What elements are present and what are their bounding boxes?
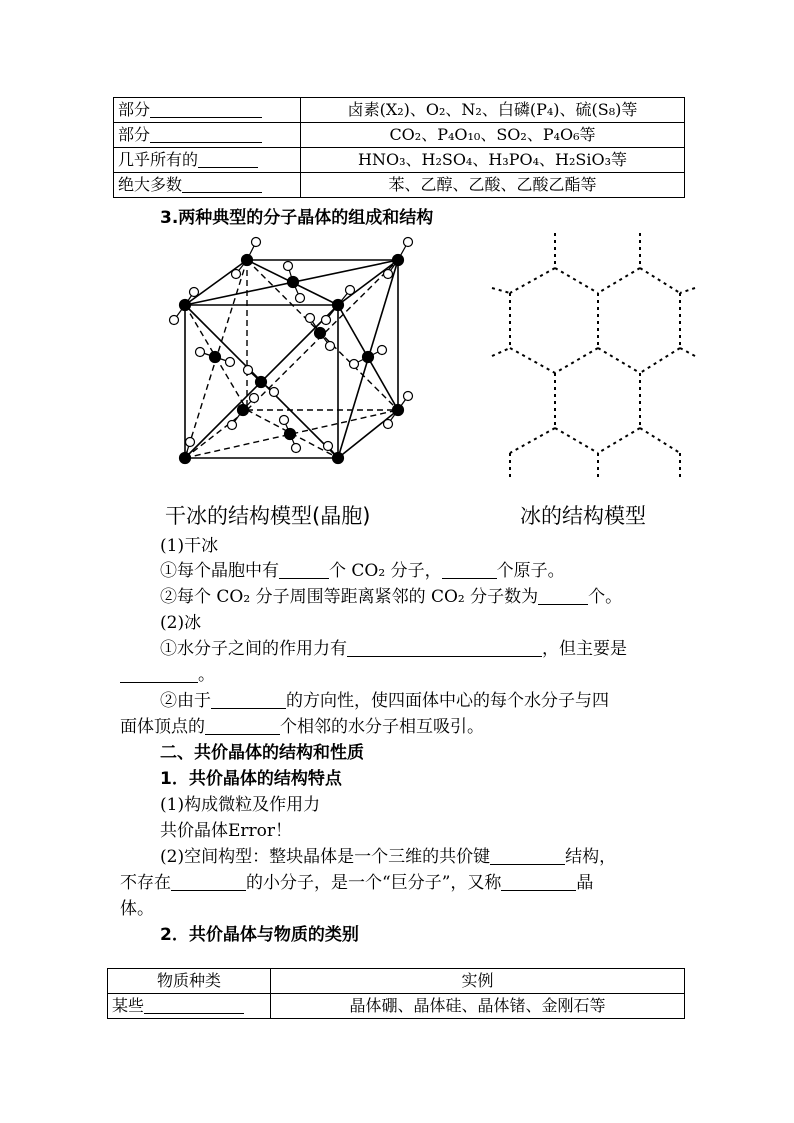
table-cell-label: 几乎所有的	[114, 148, 301, 173]
covalent-crystal-table	[107, 968, 685, 1019]
table-cell-examples: 卤素(X₂)、O₂、N₂、白磷(P₄)、硫(S₈)等	[301, 98, 685, 123]
dry-ice-cell-diagram	[160, 230, 430, 475]
table-cell-label: 部分	[114, 123, 301, 148]
section2-title: 二、共价晶体的结构和性质	[160, 743, 364, 763]
table-row	[114, 148, 685, 173]
ice-question-2-cont: 面体顶点的 个相邻的水分子相互吸引。	[120, 717, 484, 737]
ice-caption: 冰的结构模型	[520, 504, 646, 528]
table-cell-label: 部分	[114, 98, 301, 123]
ice-question-1: ①水分子之间的作用力有 ，但主要是	[160, 639, 627, 659]
table-row	[108, 994, 685, 1019]
molecular-crystal-table	[113, 97, 685, 198]
table-row	[114, 173, 685, 198]
ice-question-1-cont: 。	[120, 664, 215, 686]
dry-ice-heading: (1)干冰	[160, 536, 219, 556]
table-row	[114, 98, 685, 123]
section2-sub1: 1．共价晶体的结构特点	[160, 769, 342, 789]
dry-ice-question-2: ②每个 CO₂ 分子周围等距离紧邻的 CO₂ 分子数为 个。	[160, 587, 623, 607]
ice-heading: (2)冰	[160, 613, 202, 633]
table-cell-label: 某些	[108, 994, 271, 1019]
table-cell-examples: CO₂、P₄O₁₀、SO₂、P₄O₆等	[301, 123, 685, 148]
table-cell-examples: HNO₃、H₂SO₄、H₃PO₄、H₂SiO₃等	[301, 148, 685, 173]
section2-p2: 共价晶体Error！	[160, 821, 293, 841]
table-header-cell: 实例	[271, 969, 685, 994]
section2-sub2: 2．共价晶体与物质的类别	[160, 925, 359, 945]
section3-title: 3.两种典型的分子晶体的组成和结构	[160, 208, 434, 228]
ice-structure-diagram	[480, 228, 710, 483]
table-header-row	[108, 969, 685, 994]
table-cell-examples: 苯、乙醇、乙酸、乙酸乙酯等	[301, 173, 685, 198]
section2-p4: 不存在 的小分子，是一个“巨分子”，又称 晶	[120, 873, 594, 893]
section2-p5: 体。	[120, 899, 154, 919]
ice-question-2: ②由于 的方向性，使四面体中心的每个水分子与四	[160, 691, 609, 711]
dry-ice-caption: 干冰的结构模型(晶胞)	[165, 504, 371, 528]
section2-p1: (1)构成微粒及作用力	[160, 795, 321, 815]
dry-ice-question-1: ①每个晶胞中有 个 CO₂ 分子， 个原子。	[160, 561, 565, 581]
table-cell-label: 绝大多数	[114, 173, 301, 198]
table-header-cell: 物质种类	[108, 969, 271, 994]
table-row	[114, 123, 685, 148]
table-cell-examples: 晶体硼、晶体硅、晶体锗、金刚石等	[271, 994, 685, 1019]
section2-p3: (2)空间构型：整块晶体是一个三维的共价键 结构，	[160, 847, 617, 867]
